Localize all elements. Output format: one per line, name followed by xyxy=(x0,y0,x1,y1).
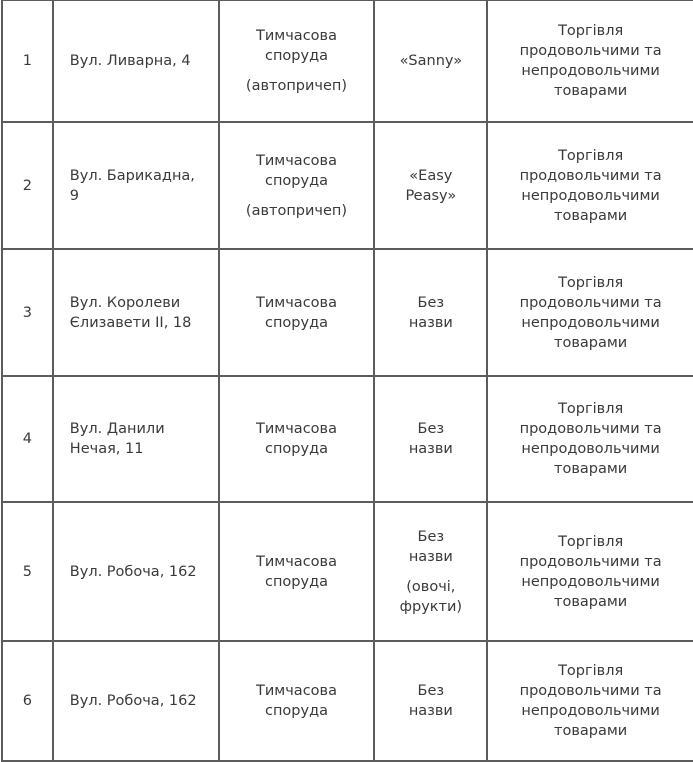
name-line: Peasy» xyxy=(405,187,457,204)
type-line: споруда xyxy=(264,48,328,64)
activity-line: Торгівля xyxy=(558,147,624,164)
row-number: 5 xyxy=(2,502,53,641)
address-cell: Вул. Королеви Єлизавети ІІ, 18 xyxy=(53,249,219,376)
type-line: споруда xyxy=(264,314,328,331)
activity-cell xyxy=(487,122,693,249)
activity-line: непродовольчими xyxy=(521,63,660,79)
business-name-cell xyxy=(374,0,487,122)
business-name-cell xyxy=(374,122,487,249)
business-name-cell xyxy=(374,376,487,502)
business-name-cell xyxy=(374,502,487,641)
structure-type-cell xyxy=(219,376,375,502)
name-line: назви xyxy=(408,314,453,331)
activity-line: товарами xyxy=(554,461,628,477)
type-line: споруда xyxy=(264,573,328,590)
table-row xyxy=(2,0,693,122)
activity-line: продовольчими та xyxy=(519,683,662,699)
row-number: 2 xyxy=(2,122,53,249)
type-line: Тимчасова xyxy=(256,553,337,570)
type-note: (автопричеп) xyxy=(245,202,348,219)
activity-line: непродовольчими xyxy=(521,441,660,457)
name-line: назви xyxy=(408,548,453,565)
type-line: споруда xyxy=(264,441,328,457)
type-note: (автопричеп) xyxy=(245,78,348,94)
table-row xyxy=(2,122,693,249)
type-line: Тимчасова xyxy=(256,421,337,437)
activity-cell xyxy=(487,0,693,122)
table-row xyxy=(2,641,693,761)
activity-line: продовольчими та xyxy=(519,167,662,184)
name-line: назви xyxy=(408,703,453,719)
address-cell: Вул. Данили Нечая, 11 xyxy=(53,376,219,502)
activity-line: товарами xyxy=(554,593,628,610)
row-number: 1 xyxy=(2,0,53,122)
name-line: Без xyxy=(417,421,445,437)
name-line: назви xyxy=(408,441,453,457)
table-row xyxy=(2,249,693,376)
activity-line: Торгівля xyxy=(558,401,624,417)
row-number: 6 xyxy=(2,641,53,761)
activity-line: Торгівля xyxy=(558,23,624,39)
activity-line: продовольчими та xyxy=(519,421,662,437)
address-cell: Вул. Робоча, 162 xyxy=(53,641,219,761)
activity-line: непродовольчими xyxy=(521,573,660,590)
name-note: (овочі, xyxy=(406,578,456,595)
name-line: Без xyxy=(417,683,445,699)
address-cell: Вул. Робоча, 162 xyxy=(53,502,219,641)
name-line: Без xyxy=(417,528,445,545)
table-row xyxy=(2,502,693,641)
name-line: «Sanny» xyxy=(399,53,463,69)
row-number: 4 xyxy=(2,376,53,502)
type-line: Тимчасова xyxy=(256,294,337,311)
activity-line: товарами xyxy=(554,334,628,351)
activity-cell xyxy=(487,376,693,502)
name-line: «Easy xyxy=(409,167,453,184)
type-line: Тимчасова xyxy=(256,683,337,699)
type-line: Тимчасова xyxy=(256,152,337,169)
activity-line: непродовольчими xyxy=(521,703,660,719)
structure-type-cell xyxy=(219,249,375,376)
name-note: фрукти) xyxy=(399,598,463,615)
activity-line: Торгівля xyxy=(558,663,624,679)
structure-type-cell xyxy=(219,641,375,761)
activity-cell xyxy=(487,641,693,761)
structure-type-cell xyxy=(219,122,375,249)
activity-cell xyxy=(487,249,693,376)
row-number: 3 xyxy=(2,249,53,376)
type-line: споруда xyxy=(264,172,328,189)
activity-line: Торгівля xyxy=(558,274,624,291)
type-line: споруда xyxy=(264,703,328,719)
name-line: Без xyxy=(417,294,445,311)
type-line: Тимчасова xyxy=(256,28,337,44)
activity-line: продовольчими та xyxy=(519,43,662,59)
activity-line: продовольчими та xyxy=(519,294,662,311)
activity-line: товарами xyxy=(554,723,628,739)
activity-cell xyxy=(487,502,693,641)
activity-line: товарами xyxy=(554,207,628,224)
activity-line: Торгівля xyxy=(558,533,624,550)
business-name-cell xyxy=(374,249,487,376)
address-cell: Вул. Ливарна, 4 xyxy=(53,0,219,122)
address-cell: Вул. Барикадна, 9 xyxy=(53,122,219,249)
activity-line: товарами xyxy=(554,83,628,99)
table-row xyxy=(2,376,693,502)
structure-type-cell xyxy=(219,502,375,641)
structure-type-cell xyxy=(219,0,375,122)
activity-line: непродовольчими xyxy=(521,314,660,331)
business-name-cell xyxy=(374,641,487,761)
structures-table xyxy=(1,0,693,762)
activity-line: продовольчими та xyxy=(519,553,662,570)
activity-line: непродовольчими xyxy=(521,187,660,204)
